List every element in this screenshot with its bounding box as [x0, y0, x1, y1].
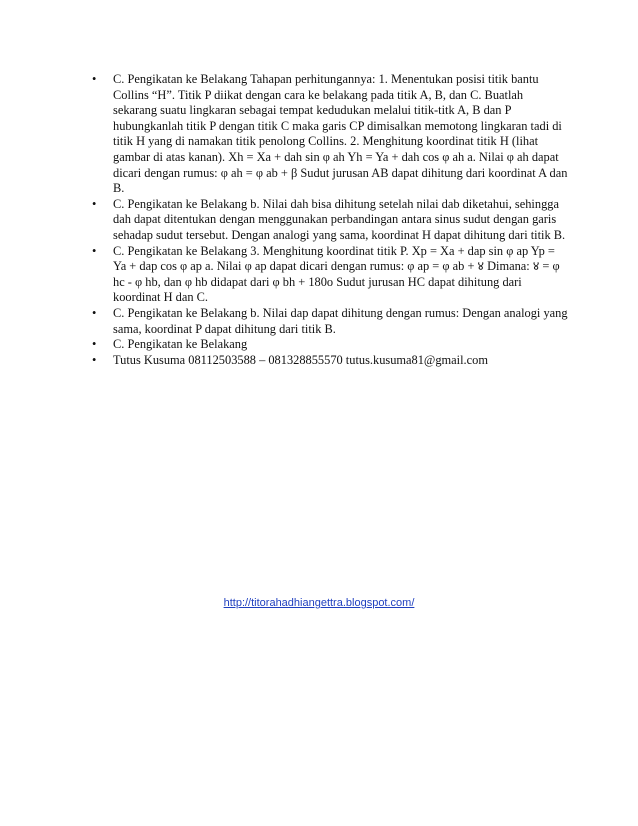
bullet-icon: •	[92, 305, 97, 320]
list-item-text: C. Pengikatan ke Belakang	[113, 337, 248, 352]
list-item	[92, 72, 570, 197]
list-item	[92, 337, 570, 353]
list-item-text: Tutus Kusuma 08112503588 – 081328855570 tutus.kusuma81@gmail.com	[113, 352, 488, 367]
list-item	[92, 244, 570, 306]
bullet-list	[92, 72, 570, 368]
list-item	[92, 306, 570, 337]
footer-link-text[interactable]: http://titorahadhiangettra.blogspot.com/	[223, 597, 415, 609]
bullet-icon: •	[92, 72, 97, 86]
footer-blog-link[interactable]	[0, 597, 638, 609]
list-item-text: C. Pengikatan ke Belakang b. Nilai dap dapat dihitung dengan rumus: Dengan analogi yang sama, koordinat P dapat dihitung dari titik B.	[113, 305, 568, 336]
list-item-text: C. Pengikatan ke Belakang 3. Menghitung koordinat titik P. Xp = Xa + dap sin φ ap Yp = Ya + dap cos φ ap a. Nilai φ ap dapat dicari dengan rumus: φ ap = φ ab + ४ Dimana: ४ = φ hc - φ hb, dan φ hb didapat dari φ bh + 180o Sudut jurusan HC dapat dihitung dari koordinat H dan C.	[113, 243, 560, 305]
bullet-icon: •	[92, 352, 97, 367]
list-item	[92, 197, 570, 244]
bullet-icon: •	[92, 196, 97, 211]
list-item-text: C. Pengikatan ke Belakang Tahapan perhitungannya: 1. Menentukan posisi titik bantu Collins “H”. Titik P diikat dengan cara ke belakang pada titik A, B, dan C. Buatlah sekarang suatu lingkaran sebagai tempat kedudukan melalui titik-titk A, B dan P hubungkanlah titik P dengan titik C maka garis CP dimisalkan memotong lingkaran tadi di titik H yang di namakan titik penolong Collins. 2. Menghitung koordinat titik H (lihat gambar di atas kanan). Xh = Xa + dah sin φ ah Yh = Ya + dah cos φ ah a. Nilai φ ah dapat dicari dengan rumus: φ ah = φ ab + β Sudut jurusan AB dapat dihitung dari koordinat A dan B.	[113, 72, 568, 196]
list-item	[92, 353, 570, 369]
list-item-text: C. Pengikatan ke Belakang b. Nilai dah bisa dihitung setelah nilai dab diketahui, sehingga dah dapat ditentukan dengan menggunakan perbandingan antara sinus sudut dengan garis sehadap sudut tersebut. Dengan analogi yang sama, koordinat H dapat dihitung dari titik B.	[113, 196, 566, 242]
bullet-icon: •	[92, 243, 97, 258]
bullet-icon: •	[92, 337, 97, 352]
